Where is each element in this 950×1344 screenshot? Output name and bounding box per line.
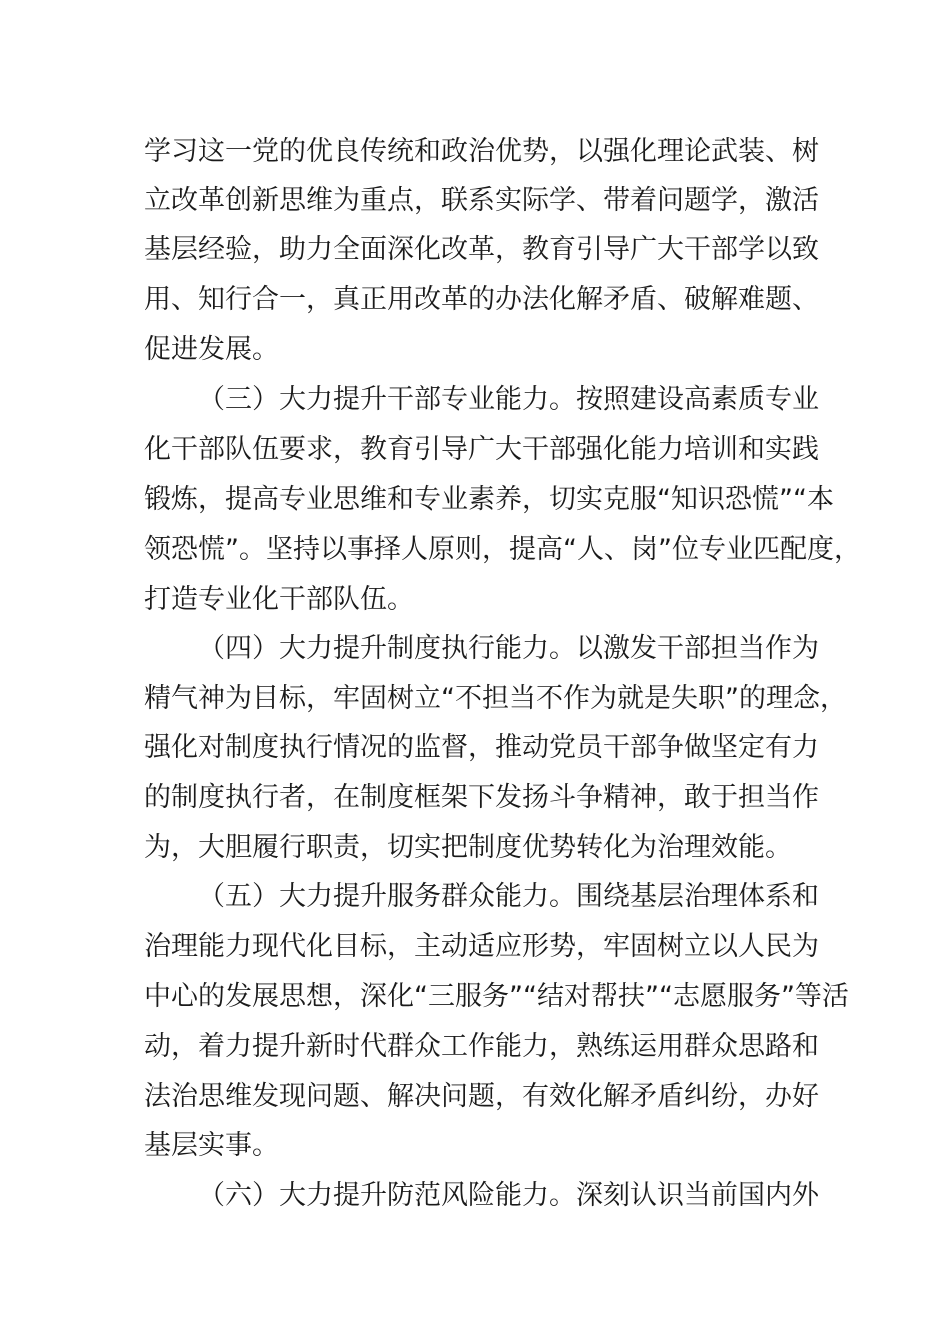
- paragraph-line: 中心的发展思想，深化“三服务”“结对帮扶”“志愿服务”等活: [144, 981, 849, 1012]
- paragraph-line: 化干部队伍要求，教育引导广大干部强化能力培训和实践: [144, 434, 819, 465]
- paragraph-line: 立改革创新思维为重点，联系实际学、带着问题学，激活: [144, 185, 819, 216]
- paragraph-line: 精气神为目标，牢固树立“不担当不作为就是失职”的理念，: [144, 683, 847, 714]
- paragraph-line: 法治思维发现问题、解决问题，有效化解矛盾纠纷，办好: [144, 1081, 819, 1112]
- paragraph-line: 学习这一党的优良传统和政治优势，以强化理论武装、树: [144, 136, 819, 167]
- paragraph-line: 领恐慌”。坚持以事择人原则，提高“人、岗”位专业匹配度，: [144, 534, 861, 565]
- paragraph-line: 用、知行合一，真正用改革的办法化解矛盾、破解难题、: [144, 284, 819, 315]
- section-heading-line: （五）大力提升服务群众能力。围绕基层治理体系和: [198, 881, 819, 912]
- paragraph-line: 动，着力提升新时代群众工作能力，熟练运用群众思路和: [144, 1031, 819, 1062]
- section-heading-line: （六）大力提升防范风险能力。深刻认识当前国内外: [198, 1180, 819, 1211]
- paragraph-line: 为，大胆履行职责，切实把制度优势转化为治理效能。: [144, 832, 792, 863]
- paragraph-line: 的制度执行者，在制度框架下发扬斗争精神，敢于担当作: [144, 782, 819, 813]
- paragraph-line: 治理能力现代化目标，主动适应形势，牢固树立以人民为: [144, 931, 819, 962]
- paragraph-line: 促进发展。: [144, 334, 279, 365]
- section-heading-line: （四）大力提升制度执行能力。以激发干部担当作为: [198, 633, 819, 664]
- paragraph-line: 打造专业化干部队伍。: [144, 584, 414, 615]
- paragraph-line: 锻炼，提高专业思维和专业素养，切实克服“知识恐慌”“本: [144, 484, 834, 515]
- paragraph-line: 强化对制度执行情况的监督，推动党员干部争做坚定有力: [144, 732, 819, 763]
- paragraph-line: 基层实事。: [144, 1130, 279, 1161]
- section-heading-line: （三）大力提升干部专业能力。按照建设高素质专业: [198, 384, 819, 415]
- paragraph-line: 基层经验，助力全面深化改革，教育引导广大干部学以致: [144, 234, 819, 265]
